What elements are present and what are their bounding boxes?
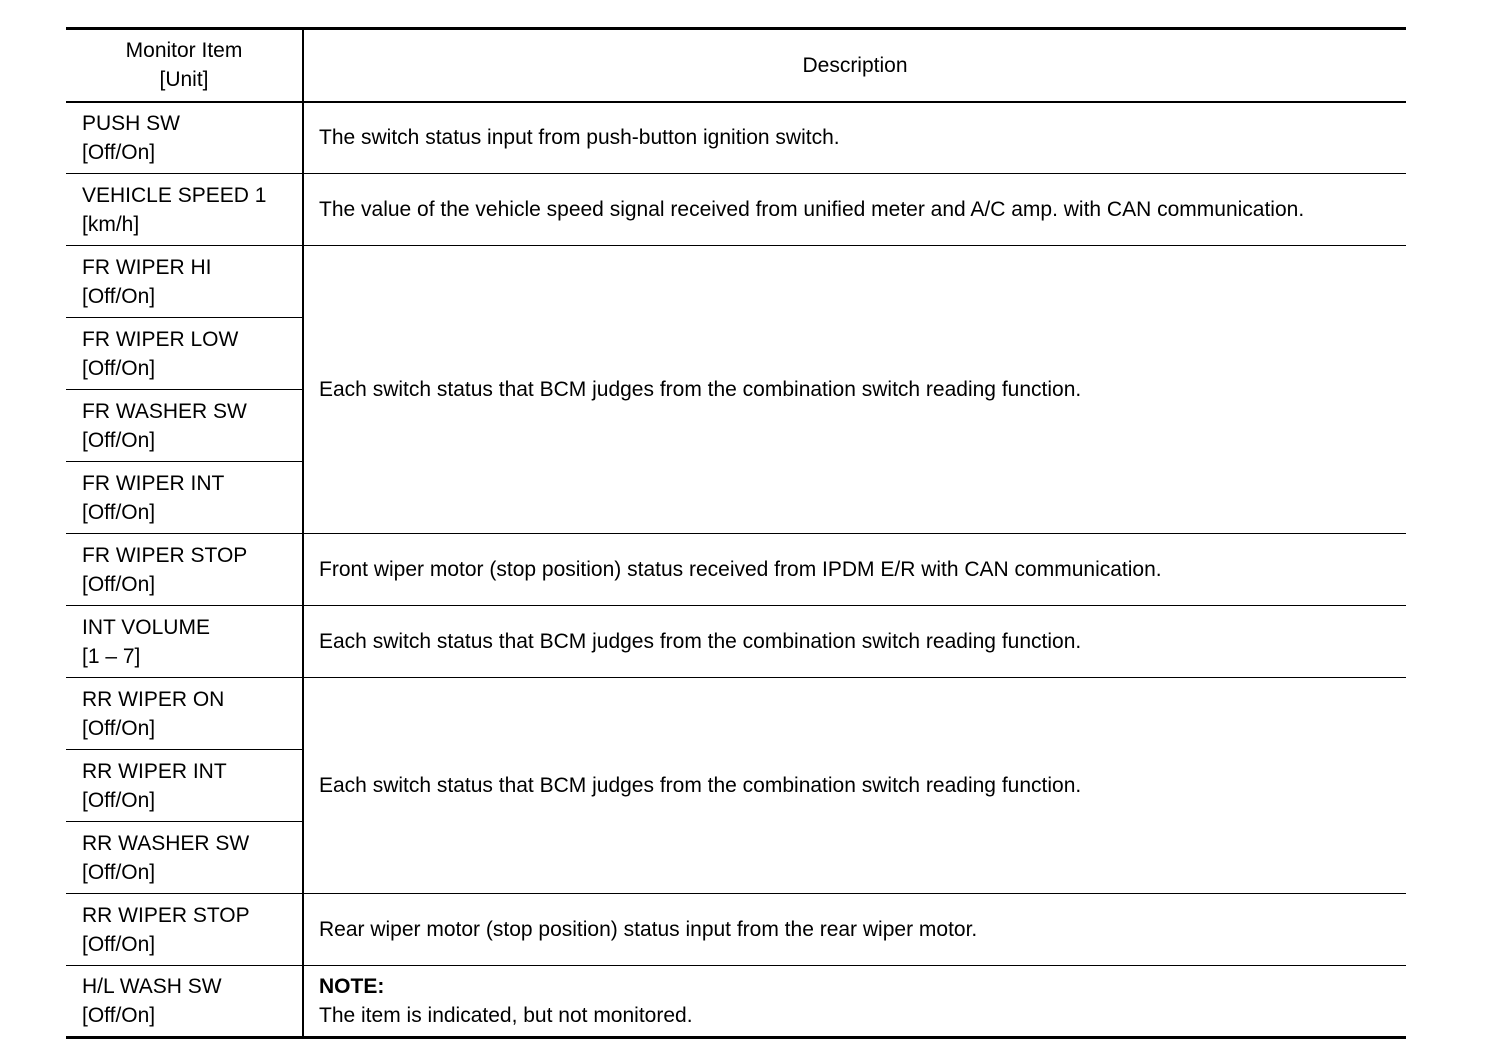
- monitor-item-cell: [66, 534, 303, 606]
- item-unit: [Off/On]: [82, 140, 156, 164]
- note-text: The item is indicated, but not monitored.: [319, 1004, 693, 1027]
- item-name: VEHICLE SPEED 1: [82, 183, 267, 207]
- monitor-item-cell: [66, 606, 303, 678]
- monitor-item-cell: [66, 966, 303, 1038]
- item-name: RR WIPER ON: [82, 687, 225, 711]
- item-name: FR WIPER HI: [82, 255, 212, 279]
- monitor-item-cell: [66, 822, 303, 894]
- item-name: RR WASHER SW: [82, 831, 250, 855]
- item-unit: [Off/On]: [82, 1004, 156, 1027]
- monitor-item-cell: [66, 390, 303, 462]
- table-header-row: [66, 29, 1406, 102]
- monitor-item-cell: [66, 678, 303, 750]
- item-unit: [Off/On]: [82, 356, 156, 380]
- item-name: FR WASHER SW: [82, 399, 247, 423]
- item-unit: [km/h]: [82, 212, 140, 236]
- description-cell: Each switch status that BCM judges from the combination switch reading function.: [303, 606, 1406, 678]
- description-cell: [303, 966, 1406, 1038]
- table-row: [66, 894, 1406, 966]
- item-name: RR WIPER INT: [82, 759, 227, 783]
- item-unit: [Off/On]: [82, 788, 156, 812]
- item-unit: [Off/On]: [82, 932, 156, 956]
- monitor-item-table: [66, 27, 1406, 1039]
- table-row: [66, 606, 1406, 678]
- description-cell: [303, 174, 1406, 246]
- description-cell: Rear wiper motor (stop position) status input from the rear wiper motor.: [303, 894, 1406, 966]
- item-name: RR WIPER STOP: [82, 903, 250, 927]
- item-unit: [Off/On]: [82, 500, 156, 524]
- item-unit: [Off/On]: [82, 572, 156, 596]
- monitor-item-cell: [66, 318, 303, 390]
- item-name: H/L WASH SW: [82, 975, 222, 998]
- monitor-item-cell: [66, 462, 303, 534]
- monitor-item-cell: [66, 750, 303, 822]
- description-text: The value of the vehicle speed signal received from unified meter and A/C amp. with CAN communication.: [319, 198, 1305, 221]
- description-cell: The switch status input from push-button ignition switch.: [303, 102, 1406, 174]
- monitor-item-cell: [66, 102, 303, 174]
- item-unit: [Off/On]: [82, 860, 156, 884]
- item-name: FR WIPER STOP: [82, 543, 248, 567]
- item-name: INT VOLUME: [82, 615, 210, 639]
- table-row: [66, 966, 1406, 1038]
- table-row: [66, 678, 1406, 750]
- table-row: [66, 174, 1406, 246]
- table-row: [66, 534, 1406, 606]
- table-row: [66, 102, 1406, 174]
- note-label: NOTE:: [319, 975, 385, 998]
- item-unit: [Off/On]: [82, 284, 156, 308]
- header-unit-label: [Unit]: [159, 68, 209, 92]
- item-name: FR WIPER LOW: [82, 327, 239, 351]
- item-unit: [Off/On]: [82, 428, 156, 452]
- description-cell: Each switch status that BCM judges from the combination switch reading function.: [303, 246, 1406, 534]
- monitor-item-cell: [66, 174, 303, 246]
- table-row: [66, 246, 1406, 318]
- header-monitor-item-label: Monitor Item: [125, 39, 243, 63]
- header-description: Description: [303, 29, 1406, 102]
- header-monitor-item: [66, 29, 303, 102]
- description-cell: Front wiper motor (stop position) status received from IPDM E/R with CAN communication.: [303, 534, 1406, 606]
- monitor-item-cell: [66, 246, 303, 318]
- item-name: FR WIPER INT: [82, 471, 225, 495]
- item-unit: [1 – 7]: [82, 644, 141, 668]
- description-cell: Each switch status that BCM judges from the combination switch reading function.: [303, 678, 1406, 894]
- item-name: PUSH SW: [82, 111, 181, 135]
- item-unit: [Off/On]: [82, 716, 156, 740]
- monitor-item-cell: [66, 894, 303, 966]
